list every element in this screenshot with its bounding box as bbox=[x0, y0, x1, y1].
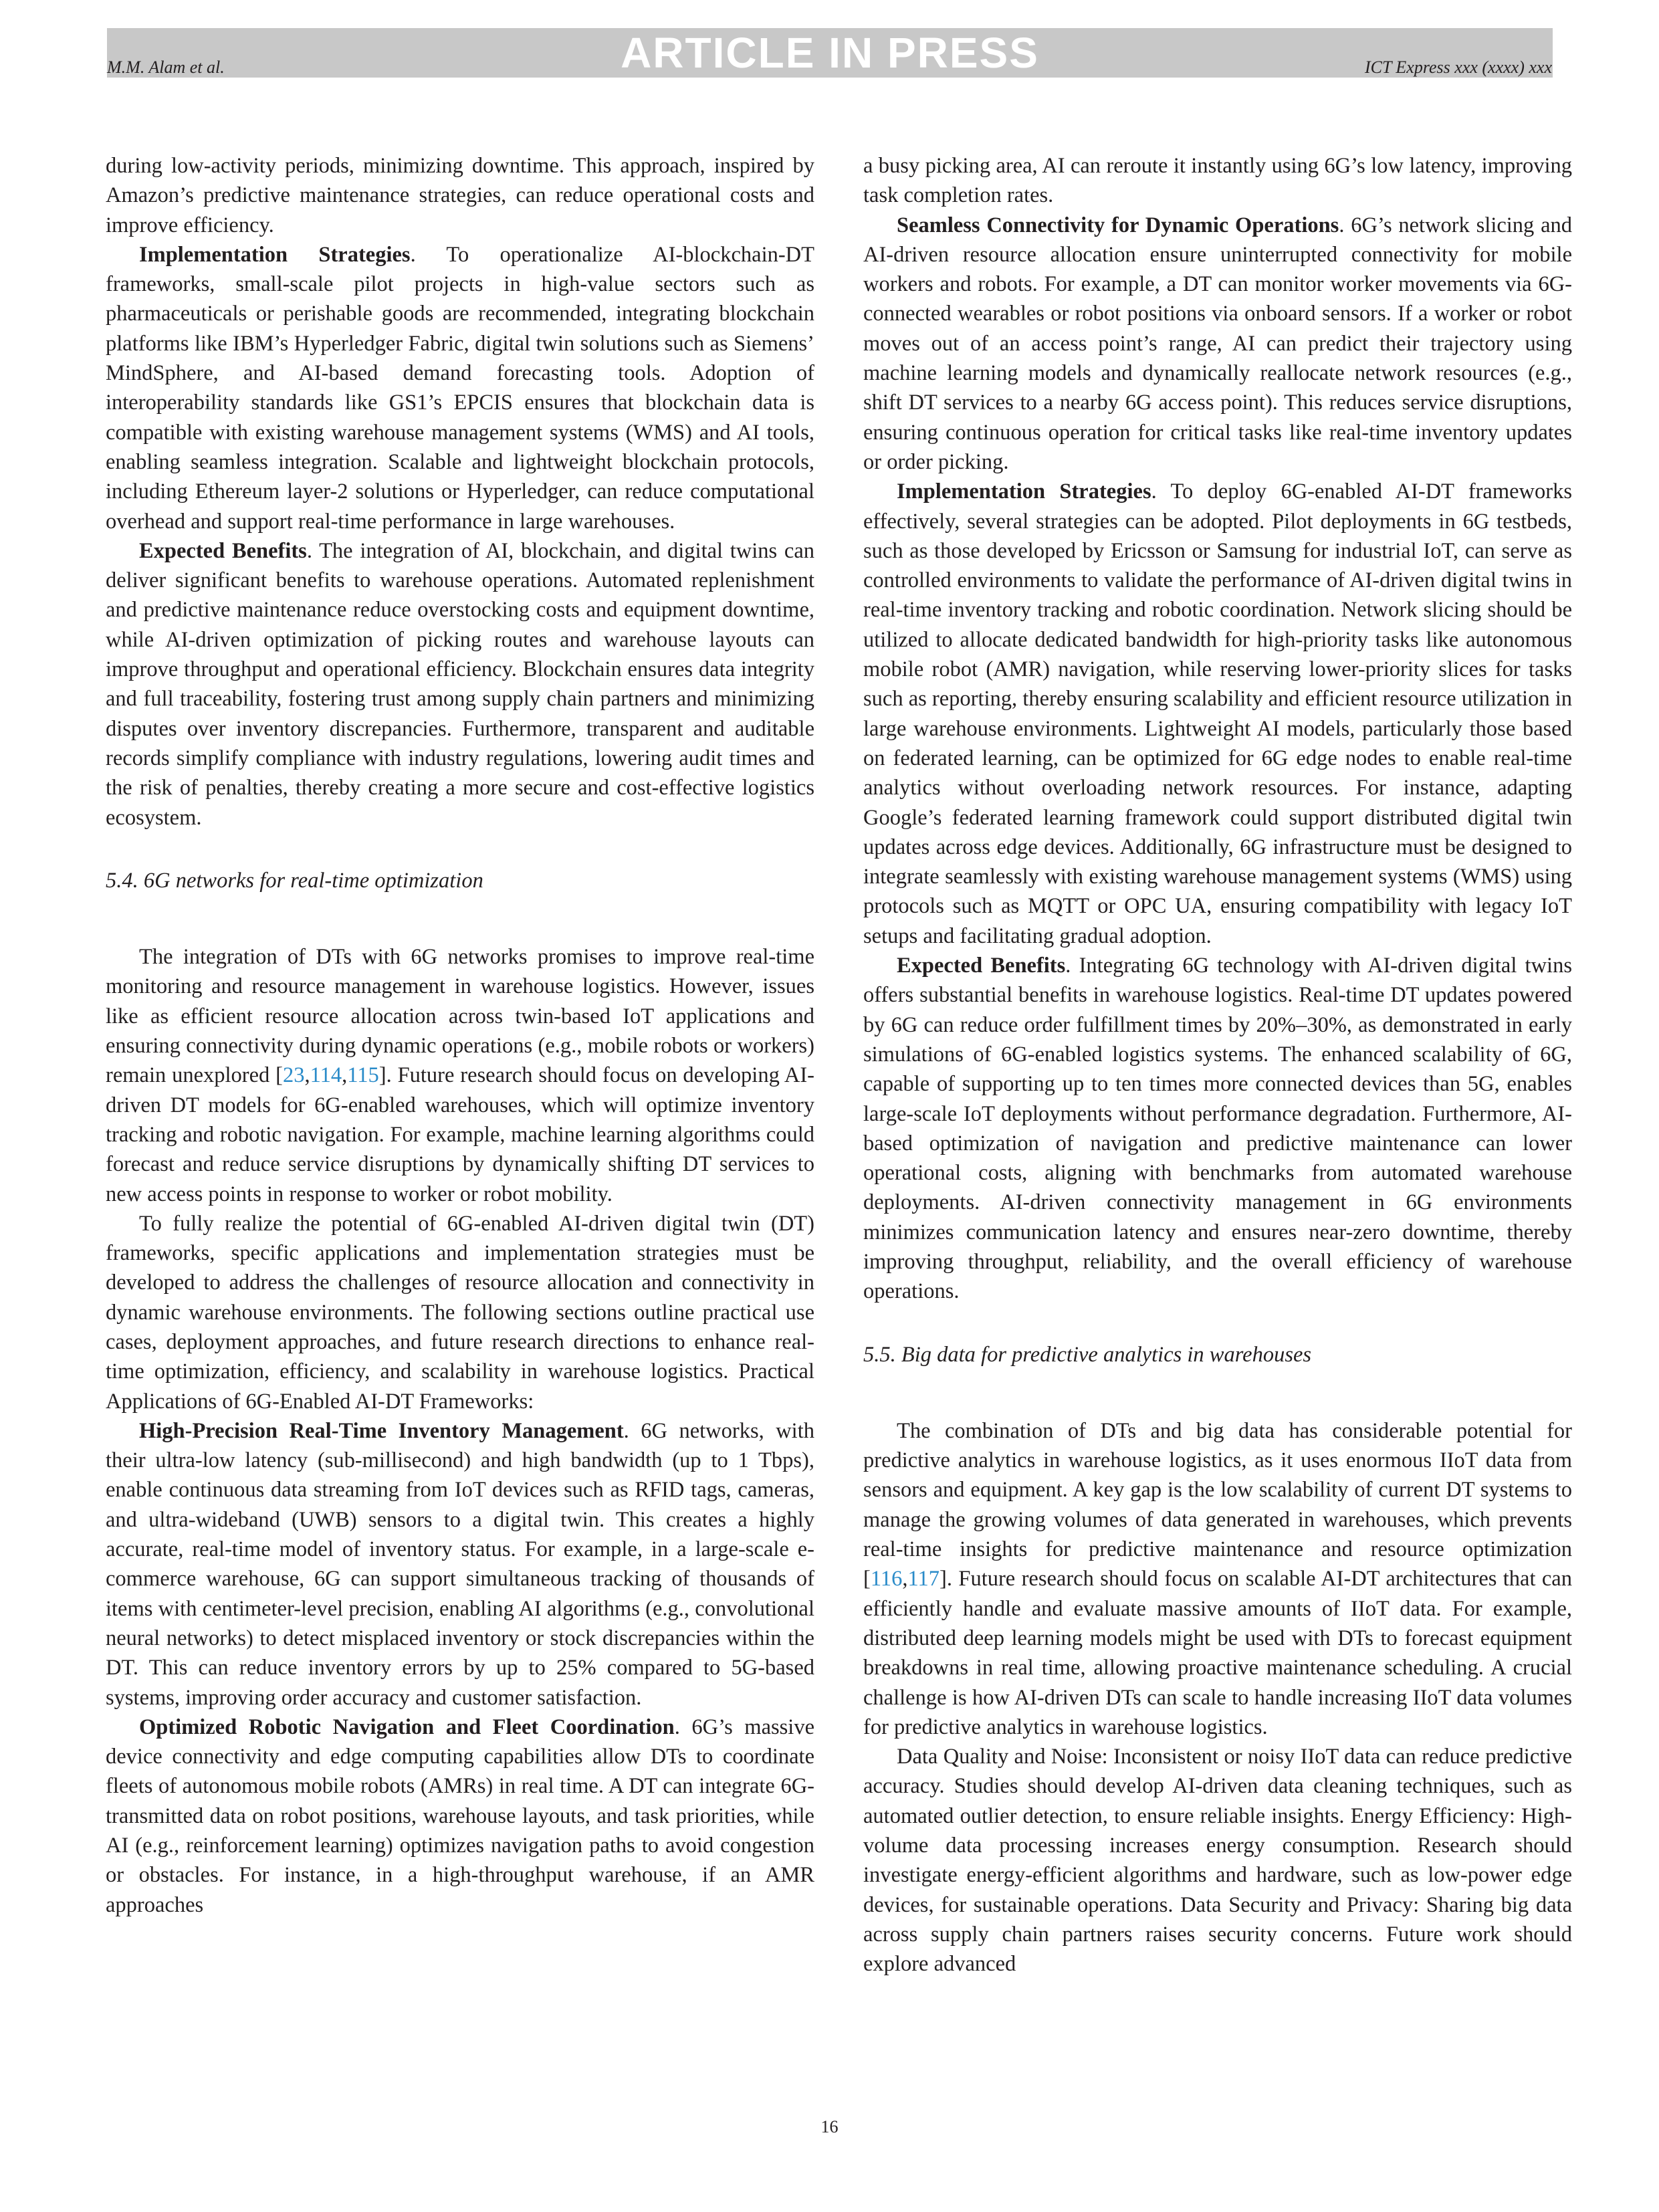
run-in-heading: Implementation Strategies bbox=[897, 479, 1151, 504]
paragraph: a busy picking area, AI can reroute it instantly using 6G’s low latency, improving task completion rates. bbox=[863, 154, 1572, 208]
right-column bbox=[863, 151, 1572, 1979]
run-in-heading: Expected Benefits bbox=[897, 954, 1066, 978]
citation-link[interactable]: 114 bbox=[310, 1063, 342, 1088]
running-header-journal: ICT Express xxx (xxxx) xxx bbox=[1364, 58, 1552, 77]
paragraph bbox=[106, 1416, 814, 1712]
paragraph bbox=[863, 1416, 1572, 1742]
paragraph: To fully realize the potential of 6G-enabled AI-driven digital twin (DT) frameworks, specific applications and implementation strategies must be developed to address the challenges of resource allocation and connectivity in dynamic warehouse environments. The following sections outline practical use cases, deployment approaches, and future research directions to enhance real-time optimization, efficiency, and scalability in warehouse logistics. Practical Applications of 6G-Enabled AI-DT Frameworks: bbox=[106, 1211, 814, 1414]
running-header-authors: M.M. Alam et al. bbox=[107, 58, 225, 77]
separator: , bbox=[304, 1063, 310, 1088]
separator: , bbox=[902, 1567, 908, 1591]
paragraph-text: . 6G’s network slicing and AI-driven resource allocation ensure uninterrupted connectivity for mobile workers and robots. For example, a DT can monitor worker movements via 6G-connected wearables or robot positions via onboard sensors. If a worker or robot moves out of an access point’s range, AI can predict their trajectory using machine learning models and dynamically reallocate network resources (e.g., shift DT services to a nearby 6G access point). This reduces service disruptions, ensuring continuous operation for critical tasks like real-time inventory updates or order picking. bbox=[863, 213, 1572, 474]
paragraph bbox=[863, 211, 1572, 477]
run-in-heading: Implementation Strategies bbox=[139, 242, 411, 267]
paragraph-text: The combination of DTs and big data has considerable potential for predictive analytics in warehouse logistics, as it uses enormous IIoT data from sensors and equipment. A key gap is the low scalability of current DT systems to manage the growing volumes of data generated in warehouses, which prevents real-time insights for predictive maintenance and resource optimization [ bbox=[863, 1418, 1572, 1591]
paragraph-text: . The integration of AI, blockchain, and digital twins can deliver significant benefits to warehouse operations. Automated replenishment and predictive maintenance reduce overstocking costs and equipment downtime, while AI-driven optimization of picking routes and warehouse layouts can improve throughput and operational efficiency. Blockchain ensures data integrity and full traceability, fostering trust among supply chain partners and minimizing disputes over inventory discrepancies. Furthermore, transparent and auditable records simplify compliance with industry regulations, lowering audit times and the risk of penalties, thereby creating a more secure and cost-effective logistics ecosystem. bbox=[106, 538, 814, 830]
paragraph-text: . 6G networks, with their ultra-low latency (sub-millisecond) and high bandwidth (up to 1 Tbps), enable continuous data streaming from IoT devices such as RFID tags, cameras, and ultra-wideband (UWB) sensors to a digital twin. This creates a highly accurate, real-time model of inventory status. For example, in a large-scale e-commerce warehouse, 6G can support simultaneous tracking of thousands of items with centimeter-level precision, enabling AI algorithms (e.g., convolutional neural networks) to detect misplaced inventory or stock discrepancies within the DT. This can reduce inventory errors by up to 25% compared to 5G-based systems, improving order accuracy and customer satisfaction. bbox=[106, 1418, 814, 1710]
paragraph bbox=[106, 536, 814, 833]
left-column bbox=[106, 151, 814, 1920]
paragraph-text: . Integrating 6G technology with AI-driven digital twins offers substantial benefits in warehouse logistics. Real-time DT updates powered by 6G can reduce order fulfillment times by 20%–30%, as demonstrated in early simulations of 6G-enabled logistics systems. The enhanced scalability of 6G, capable of supporting up to ten times more connected devices than 5G, enables large-scale IoT deployments without performance degradation. Furthermore, AI-based optimization of navigation and predictive maintenance can lower operational costs, aligning with benchmarks from automated warehouse deployments. AI-driven connectivity management in 6G environments minimizes communication latency and ensures near-zero downtime, thereby improving throughput, reliability, and the overall efficiency of warehouse operations. bbox=[863, 954, 1572, 1304]
run-in-heading: High-Precision Real-Time Inventory Management bbox=[139, 1418, 624, 1443]
paragraph: Data Quality and Noise: Inconsistent or noisy IIoT data can reduce predictive accuracy. Studies should develop AI-driven data cleaning techniques, such as automated outlier detection, to ensure reliable insights. Energy Efficiency: High-volume data processing increases energy consumption. Research should investigate energy-efficient algorithms and hardware, such as low-power edge devices, for sustainable operations. Data Security and Privacy: Sharing big data across supply chain partners raises security concerns. Future work should explore advanced bbox=[863, 1745, 1572, 1977]
paragraph bbox=[863, 477, 1572, 951]
citation-link[interactable]: 116 bbox=[870, 1567, 903, 1591]
paragraph-text: The integration of DTs with 6G networks promises to improve real-time monitoring and resource management in warehouse logistics. However, issues like as efficient resource allocation across twin-based IoT applications and ensuring connectivity during dynamic operations (e.g., mobile robots or workers) remain unexplored [ bbox=[106, 945, 814, 1088]
paragraph-text: ]. Future research should focus on scalable AI-DT architectures that can efficiently handle and evaluate massive amounts of IIoT data. For example, distributed deep learning models might be used with DTs to forecast equipment breakdowns in real time, allowing proactive maintenance scheduling. A crucial challenge is how AI-driven DTs can scale to handle increasing IIoT data volumes for predictive analytics in warehouse logistics. bbox=[863, 1567, 1572, 1739]
paragraph-text: . To operationalize AI-blockchain-DT frameworks, small-scale pilot projects in high-value sectors such as pharmaceuticals or perishable goods are recommended, integrating blockchain platforms like IBM’s Hyperledger Fabric, digital twin solutions such as Siemens’ MindSphere, and AI-based demand forecasting tools. Adoption of interoperability standards like GS1’s EPCIS ensures that blockchain data is compatible with existing warehouse management systems (WMS) and AI tools, enabling seamless integration. Scalable and lightweight blockchain protocols, including Ethereum layer-2 solutions or Hyperledger, can reduce computational overhead and support real-time performance in large warehouses. bbox=[106, 242, 814, 534]
separator: , bbox=[342, 1063, 348, 1088]
citation-link[interactable]: 117 bbox=[907, 1567, 940, 1591]
paragraph bbox=[106, 1712, 814, 1920]
page-number: 16 bbox=[820, 2117, 839, 2136]
citation-link[interactable]: 23 bbox=[282, 1063, 305, 1088]
paragraph-text: ]. Future research should focus on developing AI-driven DT models for 6G-enabled warehouses, which will optimize inventory tracking and robotic navigation. For example, machine learning algorithms could forecast and reduce service disruptions by dynamically shifting DT services to new access points in response to worker or robot mobility. bbox=[106, 1063, 814, 1206]
article-in-press-banner: ARTICLE IN PRESS bbox=[107, 28, 1553, 78]
run-in-heading: Seamless Connectivity for Dynamic Operations bbox=[897, 213, 1339, 237]
paragraph-text: . 6G’s massive device connectivity and edge computing capabilities allow DTs to coordinate fleets of autonomous mobile robots (AMRs) in real time. A DT can integrate 6G-transmitted data on robot positions, warehouse layouts, and task priorities, while AI (e.g., reinforcement learning) optimizes navigation paths to avoid congestion or obstacles. For instance, in a high-throughput warehouse, if an AMR approaches bbox=[106, 1715, 814, 1917]
paragraph: during low-activity periods, minimizing downtime. This approach, inspired by Amazon’s predictive maintenance strategies, can reduce operational costs and improve efficiency. bbox=[106, 154, 814, 237]
run-in-heading: Optimized Robotic Navigation and Fleet Coordination bbox=[139, 1715, 675, 1739]
citation-link[interactable]: 115 bbox=[347, 1063, 379, 1088]
section-heading-5-5: 5.5. Big data for predictive analytics in warehouses bbox=[863, 1342, 1312, 1367]
paragraph-text: . To deploy 6G-enabled AI-DT frameworks effectively, several strategies can be adopted. Pilot deployments in 6G testbeds, such as those developed by Ericsson or Samsung for industrial IoT, can serve as controlled environments to validate the performance of AI-driven digital twins in real-time inventory tracking and robotic coordination. Network slicing should be utilized to allocate dedicated bandwidth for high-priority tasks like autonomous mobile robot (AMR) navigation, while reserving lower-priority slices for tasks such as reporting, thereby ensuring scalability and efficient resource utilization in large warehouse environments. Lightweight AI models, particularly those based on federated learning, can be optimized for 6G edge nodes to enable real-time analytics without overloading network resources. For instance, adapting Google’s federated learning framework could support distributed digital twin updates across edge devices. Additionally, 6G infrastructure must be designed to integrate seamlessly with existing warehouse management systems (WMS) using protocols such as MQTT or OPC UA, ensuring compatibility with legacy IoT setups and facilitating gradual adoption. bbox=[863, 479, 1572, 948]
paragraph bbox=[106, 942, 814, 1209]
paragraph bbox=[106, 240, 814, 536]
run-in-heading: Expected Benefits bbox=[139, 538, 307, 563]
paragraph bbox=[863, 951, 1572, 1307]
section-heading-5-4: 5.4. 6G networks for real-time optimization bbox=[106, 868, 483, 893]
